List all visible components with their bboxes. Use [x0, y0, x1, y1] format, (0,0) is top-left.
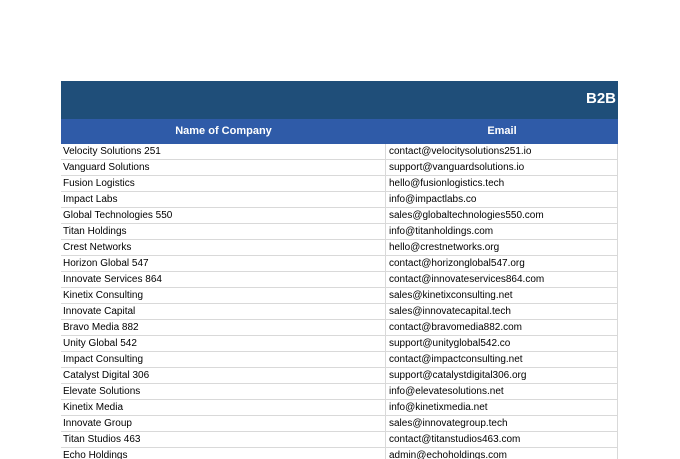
title-banner: [61, 81, 618, 119]
table-row[interactable]: [61, 288, 618, 304]
table-right-border: [617, 144, 618, 459]
company-name-cell[interactable]: Innovate Capital: [63, 306, 136, 317]
email-cell[interactable]: hello@crestnetworks.org: [389, 242, 500, 253]
company-name-cell[interactable]: Impact Consulting: [63, 354, 144, 365]
company-name-cell[interactable]: Elevate Solutions: [63, 386, 141, 397]
email-cell[interactable]: support@vanguardsolutions.io: [389, 162, 525, 173]
company-name-cell[interactable]: Velocity Solutions 251: [63, 146, 161, 157]
column-header-email[interactable]: Email: [487, 125, 517, 137]
table-row[interactable]: [61, 400, 618, 416]
spreadsheet-table: [61, 81, 618, 459]
company-name-cell[interactable]: Kinetix Media: [63, 402, 124, 413]
email-cell[interactable]: hello@fusionlogistics.tech: [389, 178, 505, 189]
table-row[interactable]: [61, 208, 618, 224]
table-row[interactable]: [61, 448, 618, 459]
table-row[interactable]: [61, 336, 618, 352]
email-cell[interactable]: contact@bravomedia882.com: [389, 322, 522, 333]
table-row[interactable]: [61, 368, 618, 384]
company-name-cell[interactable]: Global Technologies 550: [63, 210, 173, 221]
table-row[interactable]: [61, 144, 618, 160]
email-cell[interactable]: contact@titanstudios463.com: [389, 434, 521, 445]
email-cell[interactable]: info@elevatesolutions.net: [389, 386, 504, 397]
email-cell[interactable]: contact@innovateservices864.com: [389, 274, 545, 285]
table-row[interactable]: [61, 224, 618, 240]
email-cell[interactable]: contact@velocitysolutions251.io: [389, 146, 532, 157]
company-name-cell[interactable]: Crest Networks: [63, 242, 132, 253]
company-name-cell[interactable]: Kinetix Consulting: [63, 290, 144, 301]
email-cell[interactable]: support@unityglobal542.co: [389, 338, 511, 349]
company-name-cell[interactable]: Titan Holdings: [63, 226, 127, 237]
table-row[interactable]: [61, 160, 618, 176]
company-name-cell[interactable]: Unity Global 542: [63, 338, 137, 349]
table-row[interactable]: [61, 352, 618, 368]
table-row[interactable]: [61, 384, 618, 400]
company-name-cell[interactable]: Horizon Global 547: [63, 258, 149, 269]
email-cell[interactable]: contact@horizonglobal547.org: [389, 258, 525, 269]
company-name-cell[interactable]: Vanguard Solutions: [63, 162, 150, 173]
table-row[interactable]: [61, 320, 618, 336]
email-cell[interactable]: contact@impactconsulting.net: [389, 354, 523, 365]
company-name-cell[interactable]: Echo Holdings: [63, 450, 128, 459]
table-row[interactable]: [61, 304, 618, 320]
email-cell[interactable]: sales@globaltechnologies550.com: [389, 210, 544, 221]
email-cell[interactable]: info@titanholdings.com: [389, 226, 494, 237]
banner-title: B2B: [585, 90, 616, 107]
email-cell[interactable]: sales@innovategroup.tech: [389, 418, 508, 429]
table-row[interactable]: [61, 432, 618, 448]
email-cell[interactable]: admin@echoholdings.com: [389, 450, 507, 459]
company-name-cell[interactable]: Bravo Media 882: [63, 322, 139, 333]
email-cell[interactable]: info@kinetixmedia.net: [389, 402, 488, 413]
company-name-cell[interactable]: Impact Labs: [63, 194, 118, 205]
email-cell[interactable]: sales@innovatecapital.tech: [389, 306, 511, 317]
email-cell[interactable]: info@impactlabs.co: [389, 194, 477, 205]
table-row[interactable]: [61, 192, 618, 208]
table-row[interactable]: [61, 256, 618, 272]
company-name-cell[interactable]: Fusion Logistics: [63, 178, 135, 189]
table-row[interactable]: [61, 240, 618, 256]
email-cell[interactable]: sales@kinetixconsulting.net: [389, 290, 513, 301]
company-name-cell[interactable]: Innovate Services 864: [63, 274, 162, 285]
company-name-cell[interactable]: Catalyst Digital 306: [63, 370, 150, 381]
table-body: [61, 144, 618, 459]
column-divider: [385, 144, 386, 459]
company-name-cell[interactable]: Innovate Group: [63, 418, 132, 429]
table-row[interactable]: [61, 416, 618, 432]
column-header-company[interactable]: Name of Company: [175, 125, 272, 137]
email-cell[interactable]: support@catalystdigital306.org: [389, 370, 527, 381]
column-header-row: [61, 119, 618, 144]
table-row[interactable]: [61, 272, 618, 288]
company-name-cell[interactable]: Titan Studios 463: [63, 434, 141, 445]
table-row[interactable]: [61, 176, 618, 192]
